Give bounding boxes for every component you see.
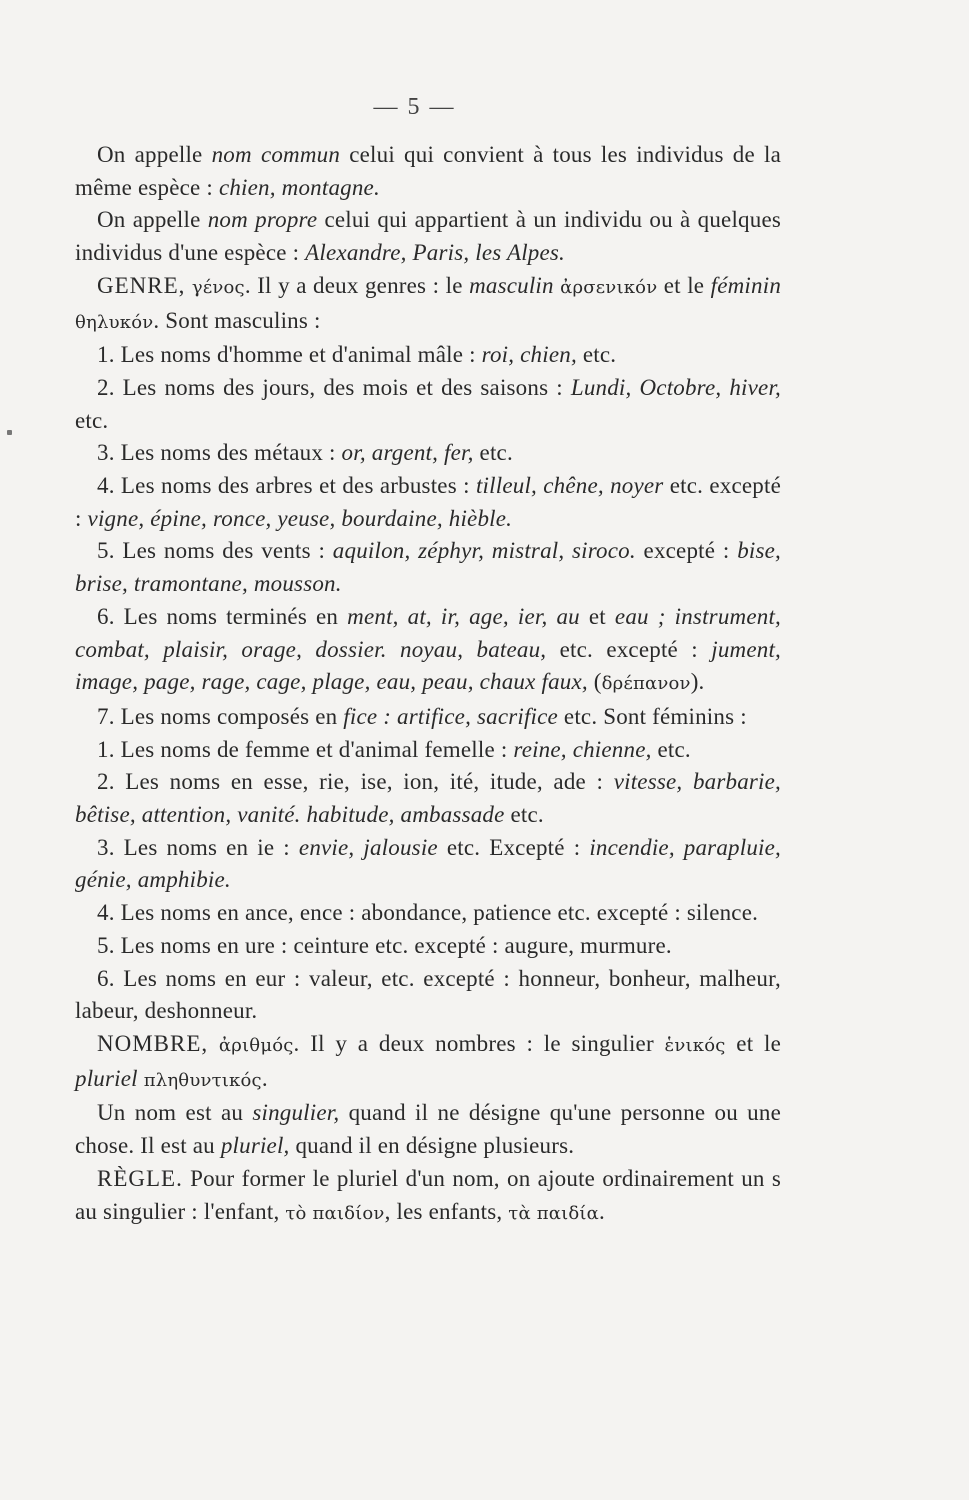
italic-term: ment, at, ir, age, ier, au <box>347 603 580 629</box>
text-segment: GENRE, <box>97 272 186 298</box>
text-segment: etc. <box>75 407 109 433</box>
text-segment: , les enfants, <box>384 1198 509 1224</box>
text-segment: . Il y a deux nombres : le singulier <box>293 1030 665 1056</box>
text-segment: 5. Les noms en ure : ceinture etc. excepté : augure, murmure. <box>97 932 672 958</box>
text-segment: . Il y a deux genres : le <box>244 272 470 298</box>
text-segment: celui qui convient à tous les individus de la même espèce : <box>75 142 782 200</box>
italic-term: eau ; instrument, combat, plaisir, orage, dossier. noyau, bateau, <box>75 603 781 662</box>
paragraph-p11 <box>75 734 781 767</box>
italic-term: vigne, épine, ronce, yeuse, bourdaine, hièble. <box>87 505 513 531</box>
page-number: — 5 — <box>373 94 456 120</box>
italic-term: fice : artifice, sacrifice <box>343 703 558 729</box>
paragraph-p5 <box>75 372 781 437</box>
text-segment: 4. Les noms en ance, ence : abondance, patience etc. excepté : silence. <box>97 900 759 926</box>
text-segment: etc. <box>576 342 617 368</box>
paragraph-p19 <box>75 1163 781 1230</box>
text-segment: 3. Les noms en ie : <box>97 834 299 860</box>
greek-term: πληθυντικός <box>143 1069 262 1091</box>
paragraph-p2 <box>75 204 781 269</box>
italic-term: bise, brise, tramontane, mousson. <box>75 538 781 597</box>
text-segment: 3. Les noms des métaux : <box>97 440 342 466</box>
paragraph-p9 <box>75 601 781 701</box>
italic-term: envie, jalousie <box>298 834 438 860</box>
italic-term: chien, montagne. <box>218 174 380 200</box>
paragraph-p13 <box>75 832 781 897</box>
text-segment: . <box>599 1198 605 1224</box>
italic-term: or, argent, fer, <box>341 440 474 466</box>
text-segment: 2. Les noms des jours, des mois et des saisons : <box>97 374 571 400</box>
text-segment: 1. Les noms d'homme et d'animal mâle : <box>97 342 482 368</box>
paragraph-p7 <box>75 470 781 535</box>
italic-term: tilleul, chêne, noyer <box>475 473 664 499</box>
text-segment: Pour former le pluriel d'un nom, on ajoute ordinairement un s au singulier : l'enfant, <box>75 1165 781 1224</box>
paragraph-p6 <box>75 437 781 470</box>
paragraph-p15 <box>75 930 781 963</box>
paragraph-p1 <box>75 139 781 204</box>
text-segment: 4. Les noms des arbres et des arbustes : <box>97 473 476 499</box>
text-segment: etc. <box>651 736 691 762</box>
text-segment: etc. Sont féminins : <box>557 703 747 729</box>
text-segment <box>208 1031 219 1056</box>
text-segment: 6. Les noms en eur : valeur, etc. excepté : honneur, bonheur, malheur, labeur, deshonneur. <box>75 965 781 1024</box>
paragraph-p3 <box>75 270 781 339</box>
text-segment: etc. excepté : <box>546 636 712 662</box>
text-segment: etc. Excepté : <box>437 834 590 860</box>
italic-term: Alexandre, Paris, les Alpes. <box>305 240 565 266</box>
text-segment: celui qui appartient à un individu ou à quelques individus d'une espèce : <box>75 207 782 266</box>
text-segment: excepté : <box>635 538 738 564</box>
text-segment: On appelle <box>97 142 212 167</box>
paragraph-p10 <box>75 701 781 734</box>
text-segment: et le <box>657 272 711 298</box>
italic-term: aquilon, zéphyr, mistral, siroco. <box>332 538 636 564</box>
italic-term: incendie, parapluie, génie, amphibie. <box>75 834 781 893</box>
text-segment: . <box>261 1065 268 1091</box>
text-segment: 6. Les noms terminés en <box>97 603 348 629</box>
text-segment: quand il ne désigne qu'une personne ou une chose. Il est au <box>75 1100 781 1159</box>
greek-term: θηλυκόν <box>75 311 154 333</box>
text-segment: On appelle <box>97 207 208 233</box>
greek-term: ἑνικός <box>664 1034 726 1056</box>
greek-term: τὸ παιδίον <box>285 1202 385 1224</box>
text-segment: ( <box>587 669 602 695</box>
italic-term: roi, chien, <box>481 342 577 368</box>
greek-term: γένος <box>191 276 245 298</box>
text-segment: RÈGLE. <box>97 1165 183 1191</box>
text-segment: 1. Les noms de femme et d'animal femelle : <box>97 736 514 762</box>
italic-term: singulier, <box>252 1100 340 1126</box>
paragraph-p8 <box>75 535 781 600</box>
text-segment: etc. <box>473 440 513 466</box>
italic-term: féminin <box>710 272 782 298</box>
paragraph-p14 <box>75 897 781 930</box>
paragraph-p17 <box>75 1028 781 1097</box>
body-text <box>75 139 781 1230</box>
text-segment: NOMBRE, <box>97 1030 209 1056</box>
italic-term: pluriel, <box>220 1133 290 1159</box>
italic-term: vitesse, barbarie, bêtise, attention, vanité. habitude, ambassade <box>75 769 781 828</box>
paragraph-p18 <box>75 1097 781 1162</box>
greek-term: ἀριθμός <box>218 1034 294 1056</box>
italic-term: pluriel <box>75 1065 138 1091</box>
italic-term: masculin <box>469 272 554 298</box>
text-segment: 5. Les noms des vents : <box>97 538 333 564</box>
text-segment: quand il en désigne plusieurs. <box>289 1133 575 1159</box>
text-segment: etc. excepté : <box>75 473 781 531</box>
greek-term: δρέπανον <box>601 673 691 695</box>
italic-term: Lundi, Octobre, hiver, <box>570 374 782 400</box>
margin-mark <box>7 430 12 435</box>
italic-term: nom commun <box>211 142 341 167</box>
text-segment: Un nom est au <box>97 1100 253 1126</box>
paragraph-p12 <box>75 766 781 831</box>
text-segment: 2. Les noms en esse, rie, ise, ion, ité, itude, ade : <box>97 769 614 795</box>
greek-term: τὰ παιδία <box>508 1202 600 1224</box>
paragraph-p16 <box>75 963 781 1028</box>
text-segment: . Sont masculins : <box>153 307 321 333</box>
text-segment: etc. <box>504 802 544 828</box>
text-segment: 7. Les noms composés en <box>97 703 344 729</box>
text-segment: et le <box>725 1030 781 1056</box>
greek-term: ἀρσενικόν <box>560 276 658 298</box>
italic-term: jument, image, page, rage, cage, plage, eau, peau, chaux faux, <box>75 636 781 695</box>
italic-term: nom propre <box>207 207 318 233</box>
text-segment: ). <box>690 669 705 695</box>
italic-term: reine, chienne, <box>513 736 652 762</box>
text-segment: et <box>579 603 615 629</box>
paragraph-p4 <box>75 339 781 372</box>
